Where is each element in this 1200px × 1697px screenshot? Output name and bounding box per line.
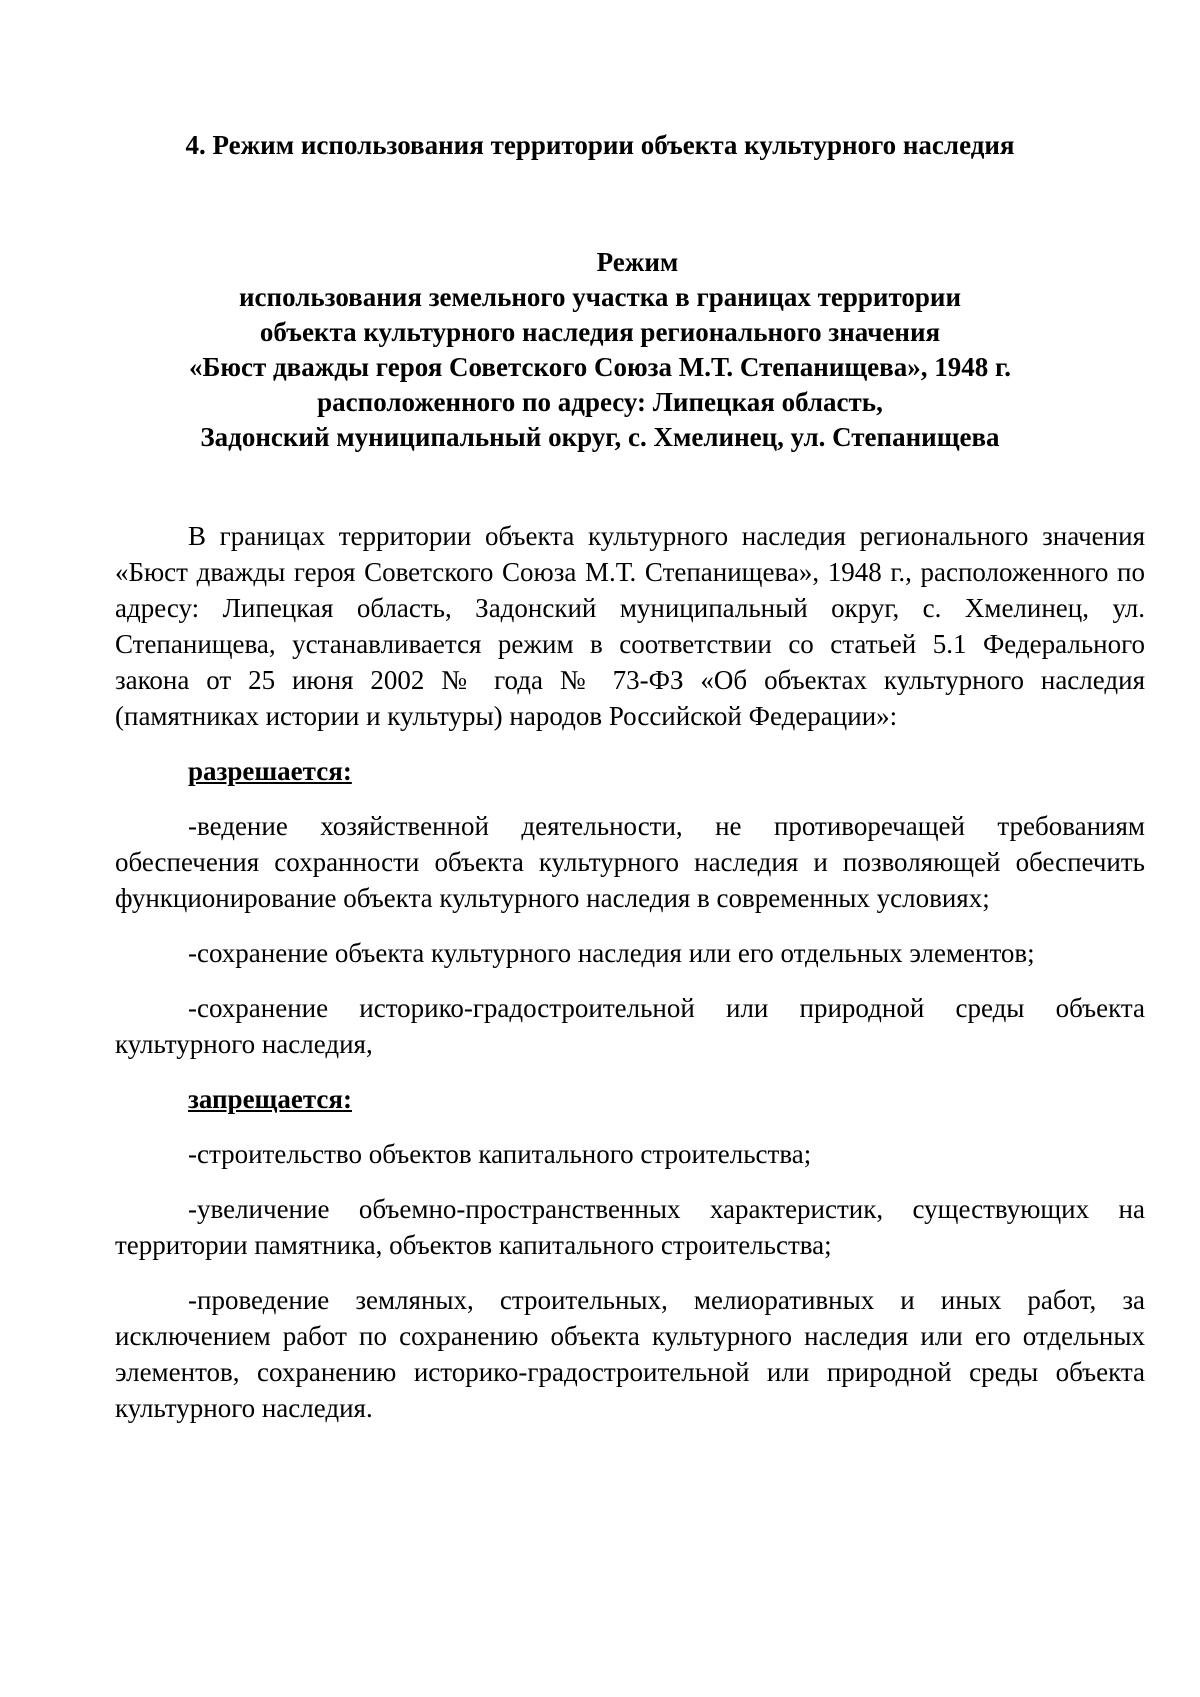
intro-paragraph: В границах территории объекта культурного наследия регионального значения «Бюст дважды героя Советского Союза М.Т. Степанищева», 1948 г., расположенного по адресу: Липецкая область, Задонский муниципальный округ, с. Хмелинец, ул. Степанищева, устанавливается режим в соответствии со статьей 5.1 Федерального закона от 25 июня 2002 № года № 73-ФЗ «Об объектах культурного наследия (памятниках истории и культуры) народов Российской Федерации»: bbox=[115, 521, 1145, 731]
regime-subtitle-line: объекта культурного наследия регионального значения bbox=[259, 317, 941, 347]
allowed-heading: разрешается: bbox=[188, 756, 352, 786]
regime-heading bbox=[100, 245, 1100, 455]
prohibited-item: -строительство объектов капитального строительства; bbox=[188, 1139, 812, 1169]
allowed-item: -ведение хозяйственной деятельности, не противоречащей требованиям обеспечения сохранности объекта культурного наследия и позволяющей обеспечить функционирование объекта культурного наследия в современных условиях; bbox=[115, 811, 1145, 913]
regime-subtitle-line: расположенного по адресу: Липецкая область, bbox=[317, 387, 883, 417]
document-body bbox=[115, 518, 1145, 1445]
prohibited-item: -проведение земляных, строительных, мелиоративных и иных работ, за исключением работ по сохранению объекта культурного наследия или его отдельных элементов, сохранению историко-градостроительной или природной среды объекта культурного наследия. bbox=[115, 1285, 1145, 1423]
allowed-item: -сохранение историко-градостроительной или природной среды объекта культурного наследия, bbox=[115, 993, 1145, 1059]
regime-subtitle-line: Задонский муниципальный округ, с. Хмелинец, ул. Степанищева bbox=[200, 422, 1000, 452]
prohibited-item: -увеличение объемно-пространственных характеристик, существующих на территории памятника, объектов капитального строительства; bbox=[115, 1194, 1145, 1260]
prohibited-heading: запрещается: bbox=[188, 1084, 353, 1114]
regime-title: Режим bbox=[596, 247, 679, 277]
section-title: 4. Режим использования территории объекта культурного наследия bbox=[185, 130, 1015, 160]
allowed-item: -сохранение объекта культурного наследия или его отдельных элементов; bbox=[188, 938, 1035, 968]
regime-subtitle-line: использования земельного участка в границах территории bbox=[238, 282, 962, 312]
regime-subtitle-line: «Бюст дважды героя Советского Союза М.Т. Степанищева», 1948 г. bbox=[189, 352, 1011, 382]
